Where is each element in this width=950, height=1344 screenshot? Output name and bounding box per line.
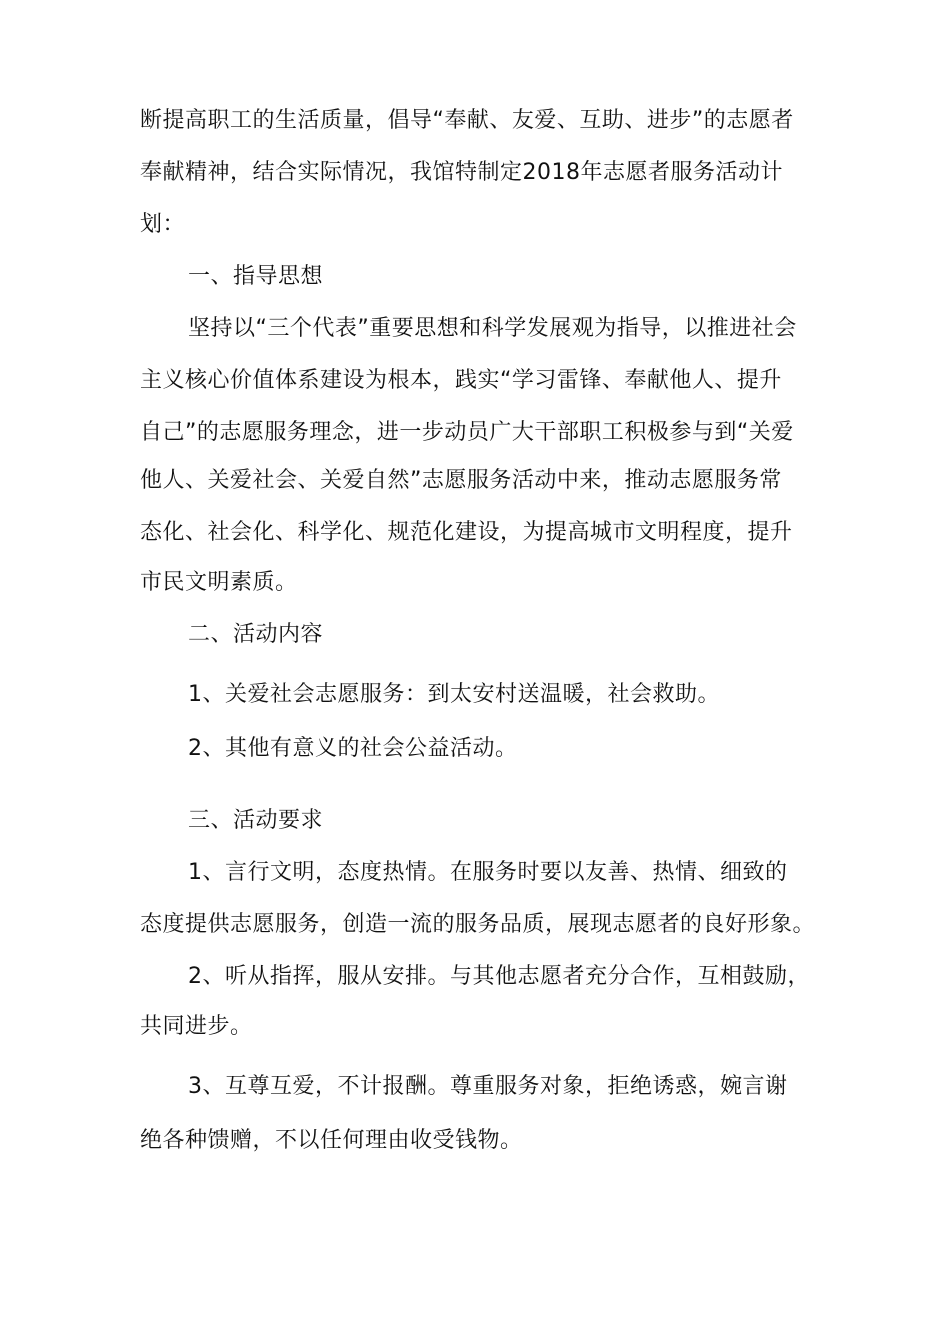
body-text-line: 态度提供志愿服务，创造一流的服务品质，展现志愿者的良好形象。 — [140, 912, 816, 937]
list-item: 3、互尊互爱，不计报酬。尊重服务对象，拒绝诱惑，婉言谢 — [188, 1074, 788, 1099]
body-text-line: 自己”的志愿服务理念，进一步动员广大干部职工积极参与到“关爱 — [140, 420, 794, 445]
list-item: 1、言行文明，态度热情。在服务时要以友善、热情、细致的 — [188, 860, 788, 885]
body-text-line: 态化、社会化、科学化、规范化建设，为提高城市文明程度，提升 — [140, 520, 793, 545]
body-text-line: 断提高职工的生活质量，倡导“奉献、友爱、互助、进步”的志愿者 — [140, 108, 794, 133]
section-heading-activity-requirements: 三、活动要求 — [188, 808, 324, 833]
body-text-line: 绝各种馈赠，不以任何理由收受钱物。 — [140, 1128, 523, 1153]
body-text-line: 共同进步。 — [140, 1014, 253, 1039]
list-item: 1、关爱社会志愿服务：到太安村送温暖，社会救助。 — [188, 682, 720, 707]
body-text-line: 划： — [140, 212, 186, 237]
body-text-line: 市民文明素质。 — [140, 570, 298, 595]
body-text-line: 奉献精神，结合实际情况，我馆特制定2018年志愿者服务活动计 — [140, 160, 783, 185]
body-text-line: 主义核心价值体系建设为根本，践实“学习雷锋、奉献他人、提升 — [140, 368, 782, 393]
body-text-line: 坚持以“三个代表”重要思想和科学发展观为指导，以推进社会 — [188, 316, 797, 341]
list-item: 2、其他有意义的社会公益活动。 — [188, 736, 518, 761]
body-text-line: 他人、关爱社会、关爱自然”志愿服务活动中来，推动志愿服务常 — [140, 468, 782, 493]
section-heading-activity-content: 二、活动内容 — [188, 622, 324, 647]
list-item: 2、听从指挥，服从安排。与其他志愿者充分合作，互相鼓励， — [188, 964, 810, 989]
section-heading-guiding-ideology: 一、指导思想 — [188, 264, 324, 289]
